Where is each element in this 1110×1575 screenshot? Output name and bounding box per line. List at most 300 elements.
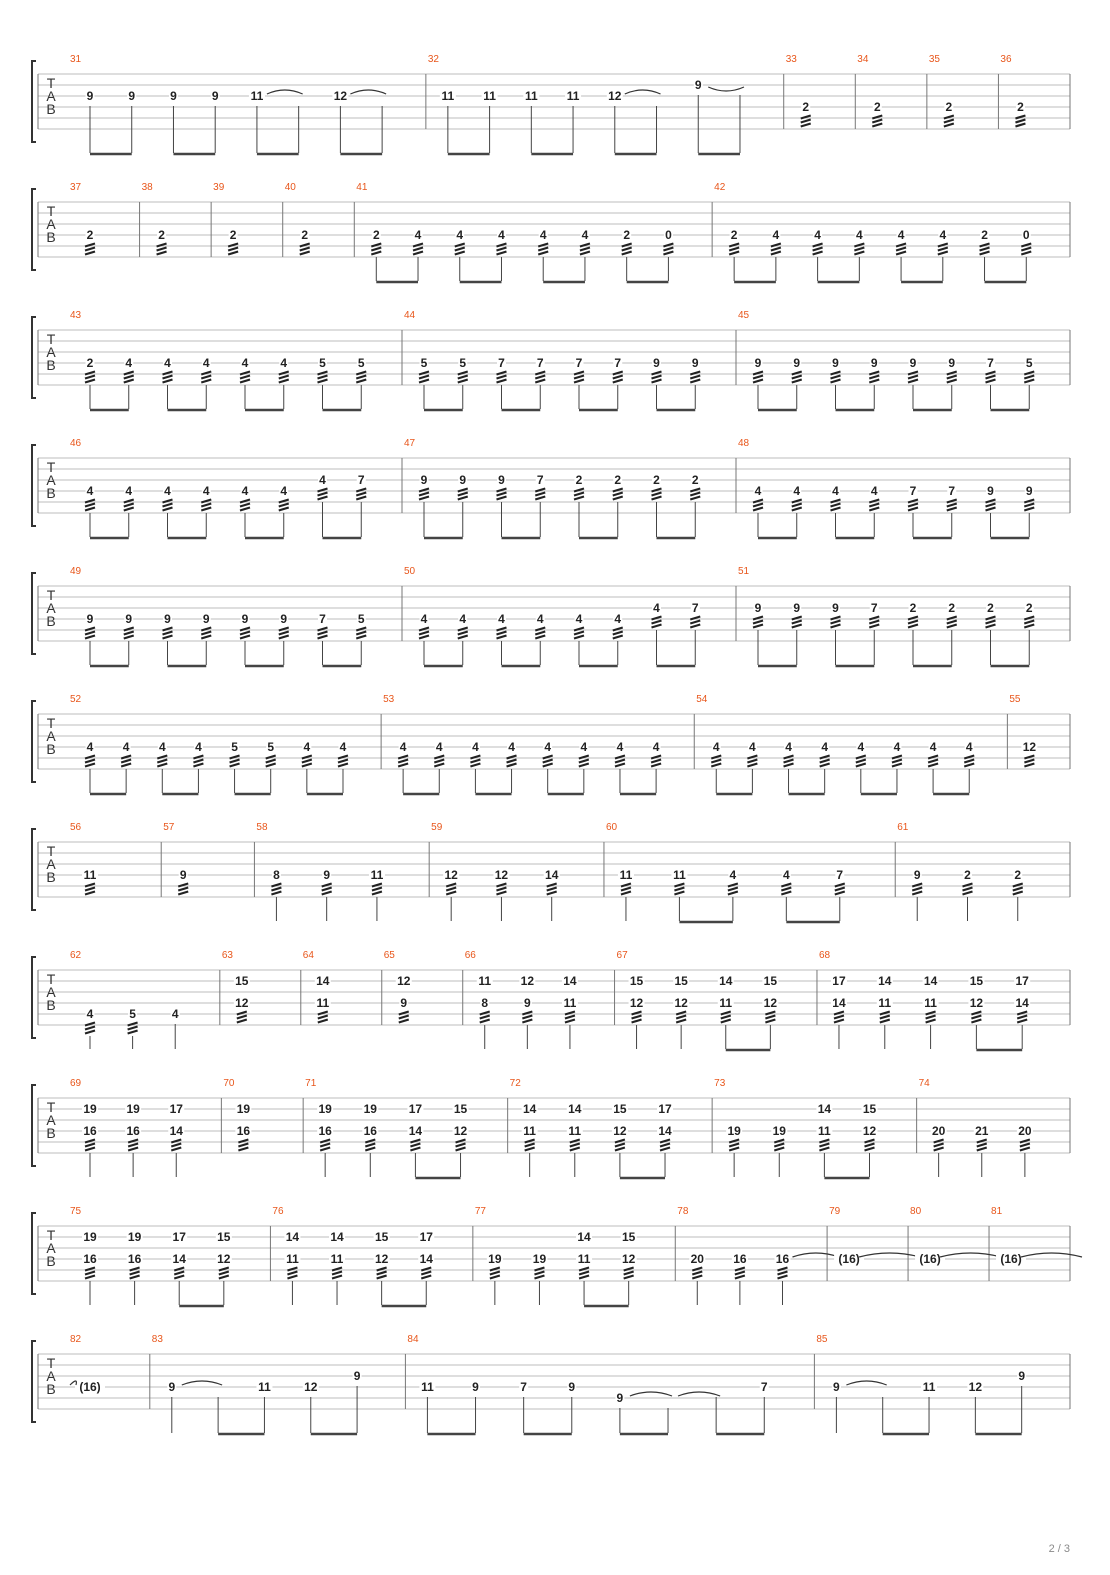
fret-number: 7: [536, 473, 544, 487]
tremolo-slash: [1024, 621, 1034, 624]
tremolo-slash: [834, 1020, 844, 1023]
tremolo-slash: [977, 1148, 987, 1151]
tremolo-slash: [856, 760, 866, 763]
measure-number: 46: [70, 438, 82, 449]
tremolo-slash: [792, 504, 802, 507]
fret-number: 7: [357, 473, 365, 487]
fret-number: 7: [909, 484, 917, 498]
tremolo-slash: [85, 508, 95, 511]
tremolo-slash: [908, 380, 918, 383]
tremolo-slash: [831, 504, 841, 507]
tab-measure: [356, 182, 712, 282]
tremolo-slash: [497, 376, 507, 379]
tremolo-slash: [1024, 376, 1034, 379]
fret-number: 12: [968, 1380, 983, 1394]
tab-measure: [606, 822, 895, 922]
tab-clef-letter: A: [46, 1240, 56, 1256]
measure-number: 39: [213, 182, 225, 193]
tremolo-slash: [613, 497, 623, 500]
fret-number: 16: [363, 1124, 377, 1138]
tremolo-slash: [121, 760, 131, 763]
fret-number: 9: [833, 1380, 840, 1394]
fret-number: 2: [964, 868, 971, 882]
measure-number: 33: [785, 54, 797, 65]
fret-number: 19: [363, 1102, 377, 1116]
fret-number: 12: [613, 1124, 627, 1138]
fret-number: 9: [241, 612, 249, 626]
tremolo-slash: [419, 376, 429, 379]
tremolo-slash: [912, 888, 922, 891]
fret-number: 7: [498, 356, 505, 370]
tremolo-slash: [947, 376, 957, 379]
fret-number: 12: [608, 89, 622, 103]
tab-system: [32, 822, 1070, 922]
tremolo-slash: [1013, 892, 1023, 895]
tremolo-slash: [908, 621, 918, 624]
tab-clef-letter: T: [46, 459, 56, 475]
fret-number: 17: [419, 1230, 433, 1244]
system-bracket: [32, 829, 36, 910]
fret-number: 4: [729, 868, 737, 882]
measure-number: 84: [407, 1334, 419, 1345]
tremolo-slash: [413, 248, 423, 251]
fret-number: 2: [1025, 601, 1033, 615]
tab-clef-letter: B: [46, 357, 56, 373]
fret-number: 4: [616, 740, 624, 754]
measure-number: 36: [1000, 54, 1012, 65]
fret-number: 2: [86, 228, 94, 242]
tab-measure: [256, 822, 429, 921]
tab-measure: [816, 1334, 1070, 1434]
measure-number: 60: [605, 822, 618, 833]
tremolo-slash: [1020, 1148, 1030, 1151]
fret-number: 9: [400, 996, 408, 1010]
fret-number: 4: [653, 601, 660, 615]
tremolo-slash: [174, 1276, 184, 1279]
measure-number: 50: [404, 566, 416, 577]
tremolo-slash: [692, 1276, 702, 1279]
tab-clef-letter: T: [46, 971, 56, 987]
tremolo-slash: [372, 888, 382, 891]
fret-number: 7: [691, 601, 699, 615]
fret-number: 9: [616, 1391, 624, 1405]
tremolo-slash: [690, 376, 700, 379]
fret-number: 7: [870, 601, 878, 615]
fret-number: 5: [319, 356, 326, 370]
tremolo-slash: [574, 376, 584, 379]
tremolo-slash: [1024, 625, 1034, 628]
system-bracket: [32, 1085, 36, 1166]
tremolo-slash: [525, 1148, 535, 1151]
fret-number: 14: [419, 1252, 433, 1266]
tremolo-slash: [729, 1144, 739, 1147]
fret-number: 2: [614, 473, 622, 487]
tab-clef-letter: A: [46, 984, 56, 1000]
fret-number: 9: [948, 356, 956, 370]
tremolo-slash: [944, 124, 954, 127]
tremolo-slash: [865, 1148, 875, 1151]
tremolo-slash: [753, 504, 763, 507]
fret-number: 4: [158, 740, 166, 754]
tremolo-slash: [660, 1148, 670, 1151]
fret-number: 20: [690, 1252, 704, 1266]
tremolo-slash: [85, 1148, 95, 1151]
tremolo-slash: [947, 625, 957, 628]
tremolo-slash: [287, 1276, 297, 1279]
fret-number: 11: [441, 89, 455, 103]
fret-number: 11: [483, 89, 496, 103]
fret-number: 2: [945, 100, 953, 114]
tremolo-slash: [535, 636, 545, 639]
tremolo-slash: [676, 1020, 686, 1023]
tremolo-slash: [456, 1144, 466, 1147]
tremolo-slash: [579, 764, 589, 767]
fret-number: 9: [459, 473, 467, 487]
tremolo-slash: [85, 1031, 95, 1034]
tremolo-slash: [831, 621, 841, 624]
tremolo-slash: [729, 252, 739, 255]
fret-number: 2: [948, 601, 956, 615]
tab-measure: [70, 1206, 270, 1306]
tremolo-slash: [729, 1148, 739, 1151]
tremolo-slash: [574, 497, 584, 500]
tremolo-slash: [124, 380, 134, 383]
tab-measure: [70, 950, 220, 1049]
tremolo-slash: [690, 621, 700, 624]
fret-number: 15: [621, 1230, 636, 1244]
fret-number: 15: [674, 974, 688, 988]
tremolo-slash: [163, 380, 173, 383]
tremolo-slash: [332, 1272, 342, 1275]
tremolo-slash: [574, 380, 584, 383]
tremolo-slash: [128, 1144, 138, 1147]
tremolo-slash: [652, 493, 662, 496]
measure-number: 41: [356, 182, 368, 193]
tremolo-slash: [1020, 1144, 1030, 1147]
tab-measure: [305, 1078, 507, 1178]
fret-number: 16: [83, 1252, 97, 1266]
fret-number: 2: [372, 228, 380, 242]
fret-number: 14: [817, 1102, 832, 1116]
tremolo-slash: [279, 380, 289, 383]
fret-number: 19: [83, 1230, 97, 1244]
tremolo-slash: [792, 508, 802, 511]
tremolo-slash: [971, 1016, 981, 1019]
tremolo-slash: [497, 632, 507, 635]
fret-number: 11: [421, 1380, 434, 1394]
tremolo-slash: [230, 764, 240, 767]
tab-measure: [738, 310, 1070, 410]
fret-number: 2: [1014, 868, 1022, 882]
tremolo-slash: [651, 760, 661, 763]
tremolo-slash: [318, 376, 328, 379]
fret-number: 4: [164, 356, 171, 370]
fret-number: 4: [399, 740, 407, 754]
tremolo-slash: [964, 760, 974, 763]
measure-number: 67: [616, 950, 628, 961]
tremolo-slash: [434, 760, 444, 763]
tremolo-slash: [615, 1148, 625, 1151]
measure-number: 56: [70, 822, 82, 833]
tremolo-slash: [663, 252, 673, 255]
tremolo-slash: [928, 760, 938, 763]
tremolo-slash: [580, 252, 590, 255]
tremolo-slash: [835, 888, 845, 891]
tab-clef-letter: T: [46, 715, 56, 731]
tremolo-slash: [613, 380, 623, 383]
tab-measure: [70, 54, 426, 154]
fret-number: 2: [981, 228, 988, 242]
fret-number: 20: [1018, 1124, 1032, 1138]
measure-number: 73: [714, 1078, 726, 1089]
tremolo-slash: [535, 497, 545, 500]
tremolo-slash: [398, 764, 408, 767]
tremolo-slash: [419, 380, 429, 383]
measure-number: 32: [427, 54, 439, 65]
tie-arc: [940, 1253, 1001, 1257]
measure-number: 37: [70, 182, 82, 193]
tremolo-slash: [690, 380, 700, 383]
fret-number: 15: [629, 974, 644, 988]
tremolo-slash: [338, 760, 348, 763]
tremolo-slash: [174, 1272, 184, 1275]
measure-number: 57: [163, 822, 175, 833]
tremolo-slash: [579, 760, 589, 763]
tremolo-slash: [399, 1016, 409, 1019]
tremolo-slash: [674, 892, 684, 895]
tab-measure: [738, 566, 1070, 666]
tab-measure: [465, 950, 615, 1049]
fret-number: 15: [374, 1230, 389, 1244]
tremolo-slash: [774, 1148, 784, 1151]
fret-number: 2: [86, 356, 94, 370]
fret-number: 4: [414, 228, 422, 242]
tremolo-slash: [85, 760, 95, 763]
fret-number: 11: [523, 1124, 536, 1138]
tremolo-slash: [535, 632, 545, 635]
fret-number: 14: [719, 974, 733, 988]
fret-number: 4: [855, 228, 863, 242]
tie-arc: [1021, 1253, 1082, 1257]
tremolo-slash: [279, 508, 289, 511]
fret-number: (16): [838, 1252, 860, 1266]
tremolo-slash: [869, 504, 879, 507]
tremolo-slash: [622, 248, 632, 251]
tremolo-slash: [271, 888, 281, 891]
fret-number: 9: [987, 484, 994, 498]
measure-number: 45: [738, 310, 750, 321]
system-bracket: [32, 573, 36, 654]
tab-system: [32, 1206, 1082, 1306]
fret-number: 2: [802, 100, 810, 114]
fret-number: 9: [420, 473, 428, 487]
tremolo-slash: [434, 764, 444, 767]
fret-number: 4: [86, 1007, 94, 1021]
tremolo-slash: [318, 380, 328, 383]
fret-number: 9: [280, 612, 288, 626]
fret-number: 4: [86, 484, 94, 498]
tremolo-slash: [534, 1272, 544, 1275]
fret-number: 11: [922, 1380, 936, 1394]
fret-number: 9: [472, 1380, 479, 1394]
tremolo-slash: [377, 1276, 387, 1279]
tremolo-slash: [157, 248, 167, 251]
fret-number: 2: [873, 100, 881, 114]
measure-number: 63: [221, 950, 233, 961]
tab-clef-letter: A: [46, 1112, 56, 1128]
fret-number: 7: [614, 356, 622, 370]
tremolo-slash: [163, 508, 173, 511]
tremolo-slash: [534, 1276, 544, 1279]
tremolo-slash: [320, 1148, 330, 1151]
tremolo-slash: [193, 764, 203, 767]
tab-measure: [677, 1206, 839, 1305]
fret-number: 5: [357, 356, 365, 370]
fret-number: 9: [168, 1380, 176, 1394]
tremolo-slash: [854, 248, 864, 251]
tremolo-slash: [784, 764, 794, 767]
fret-number: 9: [793, 356, 801, 370]
measure-number: 78: [677, 1206, 689, 1217]
tremolo-slash: [1021, 248, 1031, 251]
fret-number: 4: [832, 484, 839, 498]
fret-number: 17: [172, 1230, 186, 1244]
fret-number: 17: [658, 1102, 672, 1116]
tremolo-slash: [163, 636, 173, 639]
tab-measure: [714, 1078, 916, 1178]
fret-number: 5: [459, 356, 467, 370]
fret-number: 4: [164, 484, 171, 498]
fret-number: 11: [568, 1124, 582, 1138]
fret-number: 19: [127, 1230, 142, 1244]
fret-number: 19: [83, 1102, 97, 1116]
tremolo-slash: [421, 1276, 431, 1279]
fret-number: 4: [544, 740, 552, 754]
tremolo-slash: [947, 621, 957, 624]
tremolo-slash: [753, 380, 763, 383]
tremolo-slash: [356, 632, 366, 635]
fret-number: (16): [79, 1380, 101, 1394]
tremolo-slash: [926, 1020, 936, 1023]
measure-number: 44: [404, 310, 416, 321]
tremolo-slash: [496, 248, 506, 251]
tab-measure: [738, 438, 1070, 538]
tremolo-slash: [579, 1276, 589, 1279]
tremolo-slash: [947, 504, 957, 507]
tremolo-slash: [85, 1276, 95, 1279]
tremolo-slash: [535, 493, 545, 496]
fret-number: 12: [217, 1252, 231, 1266]
fret-number: 14: [285, 1230, 300, 1244]
tab-clef-letter: T: [46, 203, 56, 219]
tremolo-slash: [880, 1020, 890, 1023]
tremolo-slash: [279, 504, 289, 507]
tremolo-slash: [490, 1272, 500, 1275]
tab-clef-letter: A: [46, 216, 56, 232]
fret-number: 9: [754, 356, 762, 370]
fret-number: 12: [494, 868, 509, 882]
fret-number: 9: [1025, 484, 1033, 498]
fret-number: 9: [125, 612, 133, 626]
tremolo-slash: [163, 632, 173, 635]
tremolo-slash: [201, 632, 211, 635]
fret-number: 4: [929, 740, 937, 754]
fret-number: 4: [749, 740, 756, 754]
tremolo-slash: [947, 380, 957, 383]
tremolo-slash: [279, 636, 289, 639]
tremolo-slash: [356, 497, 366, 500]
tremolo-slash: [178, 892, 188, 895]
tremolo-slash: [831, 380, 841, 383]
fret-number: 16: [126, 1124, 140, 1138]
fret-number: 16: [775, 1252, 790, 1266]
tremolo-slash: [371, 248, 381, 251]
fret-number: 9: [128, 89, 136, 103]
tab-measure: [431, 822, 604, 921]
tremolo-slash: [570, 1148, 580, 1151]
tremolo-slash: [690, 493, 700, 496]
fret-number: 2: [653, 473, 660, 487]
measure-number: 65: [383, 950, 395, 961]
tremolo-slash: [579, 1272, 589, 1275]
tremolo-slash: [792, 625, 802, 628]
fret-number: 15: [453, 1102, 468, 1116]
fret-number: 11: [316, 996, 330, 1010]
fret-number: 4: [857, 740, 865, 754]
tremolo-slash: [332, 1276, 342, 1279]
tremolo-slash: [356, 636, 366, 639]
fret-number: 14: [577, 1230, 591, 1244]
tie-arc: [678, 1392, 720, 1396]
tremolo-slash: [240, 380, 250, 383]
fret-number: 11: [619, 868, 633, 882]
fret-number: 8: [273, 868, 280, 882]
fret-number: 11: [566, 89, 580, 103]
fret-number: 8: [481, 996, 489, 1010]
tremolo-slash: [128, 1031, 138, 1034]
tremolo-slash: [652, 497, 662, 500]
tremolo-slash: [371, 252, 381, 255]
measure-number: 62: [70, 950, 82, 961]
tremolo-slash: [792, 621, 802, 624]
fret-number: 4: [575, 612, 583, 626]
tremolo-slash: [458, 376, 468, 379]
tremolo-slash: [128, 1027, 138, 1030]
tremolo-slash: [652, 625, 662, 628]
tab-clef-letter: A: [46, 472, 56, 488]
fret-number: 9: [832, 356, 839, 370]
tremolo-slash: [781, 888, 791, 891]
system-bracket: [32, 317, 36, 398]
tremolo-slash: [237, 1016, 247, 1019]
fret-number: 15: [969, 974, 984, 988]
tremolo-slash: [908, 625, 918, 628]
fret-number: 4: [897, 228, 905, 242]
fret-number: 0: [665, 228, 672, 242]
fret-number: 17: [1015, 974, 1029, 988]
tremolo-slash: [480, 1016, 490, 1019]
fret-number: 11: [924, 996, 937, 1010]
tremolo-slash: [1015, 120, 1025, 123]
fret-number: 11: [577, 1252, 591, 1266]
fret-number: 4: [125, 356, 133, 370]
tremolo-slash: [130, 1276, 140, 1279]
tremolo-slash: [490, 1276, 500, 1279]
tremolo-slash: [230, 760, 240, 763]
tremolo-slash: [271, 892, 281, 895]
fret-number: 19: [532, 1252, 547, 1266]
fret-number: 14: [568, 1102, 582, 1116]
